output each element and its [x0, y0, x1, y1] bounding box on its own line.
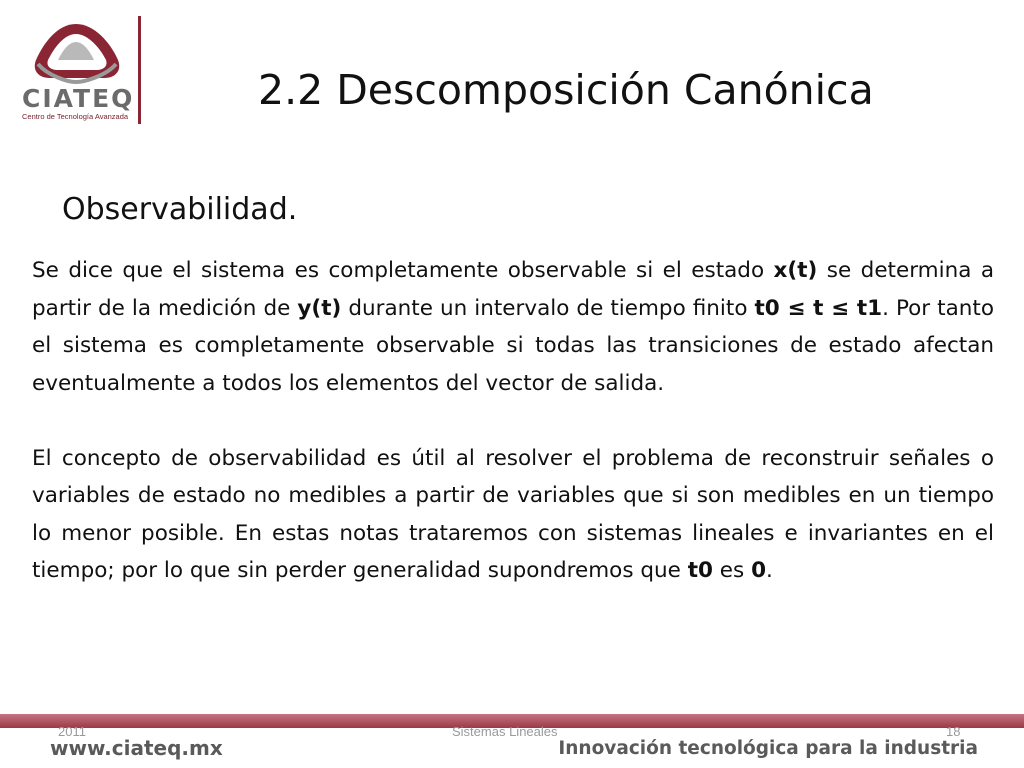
bold-t0: t0: [687, 558, 713, 583]
slide-subtitle: Observabilidad.: [62, 192, 298, 227]
footer-slogan: Innovación tecnológica para la industria: [558, 738, 978, 759]
text-run: durante un intervalo de tiempo finito: [341, 295, 755, 321]
header-divider: [138, 16, 141, 124]
footer-page-number: 18: [946, 724, 961, 739]
paragraph-definition: [32, 252, 994, 402]
ciateq-logo: [18, 20, 136, 124]
text-run: .: [766, 558, 773, 583]
paragraph-concept: [32, 440, 994, 590]
text-run: es: [712, 558, 752, 583]
bold-output-var: y(t): [297, 295, 342, 321]
bold-zero: 0: [751, 558, 767, 583]
logo-tagline: Centro de Tecnología Avanzada: [22, 112, 129, 121]
footer-course: Sistemas Lineales: [452, 724, 558, 739]
bold-interval: t0 ≤ t ≤ t1: [754, 295, 883, 321]
logo-wordmark: CIATEQ: [22, 84, 135, 113]
bold-state-var: x(t): [773, 258, 818, 283]
text-run: El concepto de observabilidad es útil al resolver el problema de reconstruir señales o variables de estado no medibles a partir de variables que si son medibles en un tiempo lo menor posible. En estas notas trataremos con sistemas lineales e invariantes en el tiempo; por lo que sin perder generalidad supondremos que: [32, 445, 994, 583]
slide-title: 2.2 Descomposición Canónica: [258, 66, 874, 114]
logo-emblem-icon: [18, 20, 136, 86]
text-run: Se dice que el sistema es completamente observable si el estado: [32, 258, 774, 283]
text-run: . Por tanto el sistema es completamente observable si todas las transiciones de estado afectan eventualmente a todos los elementos del vector de salida.: [32, 295, 994, 396]
slide-body: [32, 252, 994, 590]
footer-year: 2011: [58, 724, 86, 739]
text-run: se determina a partir de la medición de: [32, 258, 995, 321]
footer-url[interactable]: www.ciateq.mx: [50, 736, 223, 760]
